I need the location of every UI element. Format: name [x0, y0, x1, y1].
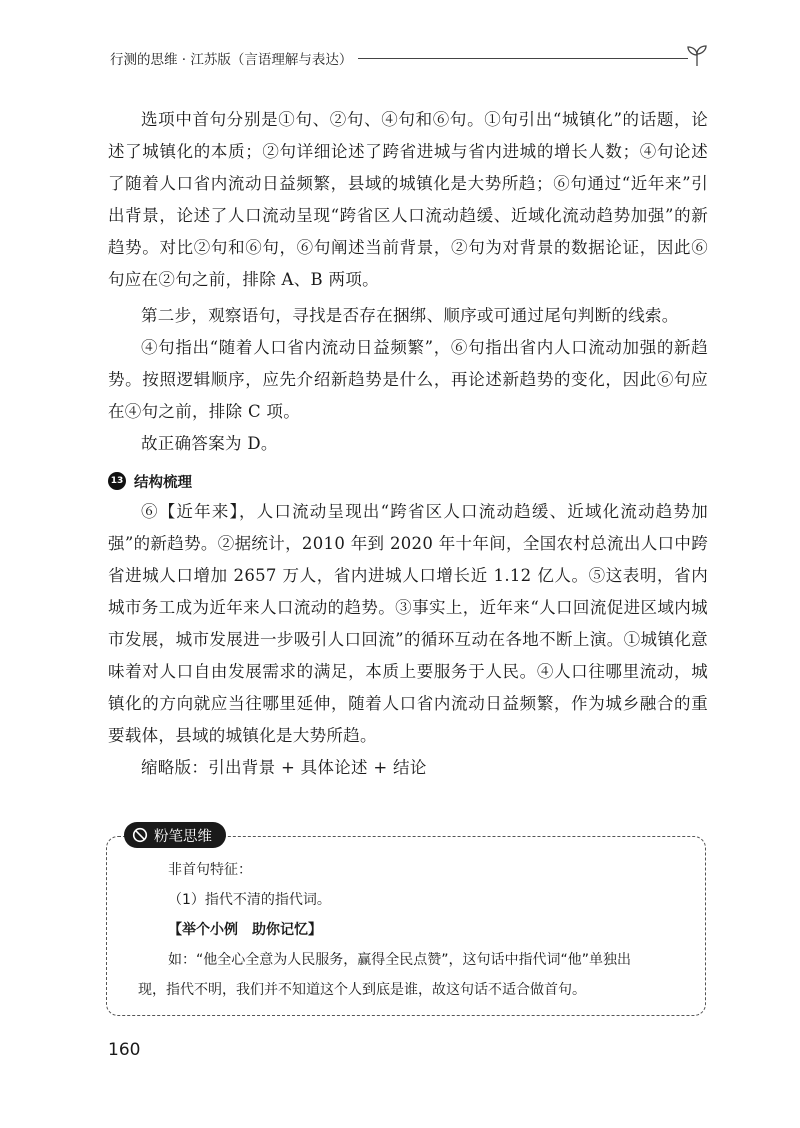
analysis-paragraph-4: 故正确答案为 D。 [141, 434, 278, 453]
structure-heading-label: 结构梳理 [134, 474, 192, 491]
number-badge-icon: 13 [108, 472, 126, 490]
analysis-section [108, 104, 708, 784]
structure-body: ⑥【近年来】，人口流动呈现出“跨省区人口流动趋缓、近域化流动趋势加强”的新趋势。②据统计，2010 年到 2020 年十年间，全国农村总流出人口中跨省进城人口增加 2657 万人，省内进城人口增长近 1.12 亿人。⑤这表明，省内城市务工成为近年来人口流动的趋势。③事实上，近年来“人口回流促进区域内城市发展，城市发展进一步吸引人口回流”的循环互动在各地不断上演。①城镇化意味着对人口自由发展需求的满足，本质上要服务于人民。④人口往哪里流动，城镇化的方向就应当往哪里延伸，随着人口省内流动日益频繁，作为城乡融合的重要载体，县域的城镇化是大势所趋。 [108, 502, 708, 745]
header-title: 行测的思维 · 江苏版（言语理解与表达） [110, 48, 358, 68]
tips-content [138, 855, 698, 1005]
tips-line-4: 如：“他全心全意为人民服务，赢得全民点赞”，这句话中指代词“他”单独出 [168, 952, 632, 968]
ban-icon [132, 827, 148, 843]
tips-line-3: 【举个小例 助你记忆】 [168, 922, 322, 938]
tips-line-1: 非首句特征： [168, 862, 252, 878]
analysis-paragraph-3: ④句指出“随着人口省内流动日益频繁”，⑥句指出省内人口流动加强的新趋势。按照逻辑顺序，应先介绍新趋势是什么，再论述新趋势的变化，因此⑥句应在④句之前，排除 C 项。 [108, 338, 708, 421]
tips-badge [124, 822, 226, 848]
page-number: 160 [108, 1040, 141, 1060]
structure-summary: 缩略版：引出背景 + 具体论述 + 结论 [141, 758, 427, 777]
sprout-icon [684, 42, 710, 68]
structure-heading [108, 466, 708, 496]
analysis-paragraph-2: 第二步，观察语句，寻找是否存在捆绑、顺序或可通过尾句判断的线索。 [141, 306, 679, 325]
analysis-paragraph-1: 选项中首句分别是①句、②句、④句和⑥句。①句引出“城镇化”的话题，论述了城镇化的本质；②句详细论述了跨省进城与省内进城的增长人数；④句论述了随着人口省内流动日益频繁，县域的城镇化是大势所趋；⑥句通过“近年来”引出背景，论述了人口流动呈现“跨省区人口流动趋缓、近域化流动趋势加强”的新趋势。对比②句和⑥句，⑥句阐述当前背景，②句为对背景的数据论证，因此⑥句应在②句之前，排除 A、B 两项。 [108, 110, 708, 289]
running-header [110, 44, 710, 74]
tips-badge-label: 粉笔思维 [154, 828, 212, 845]
tips-line-5: 现，指代不明，我们并不知道这个人到底是谁，故这句话不适合做首句。 [138, 982, 586, 998]
tips-line-2: （1）指代不清的指代词。 [168, 892, 331, 908]
